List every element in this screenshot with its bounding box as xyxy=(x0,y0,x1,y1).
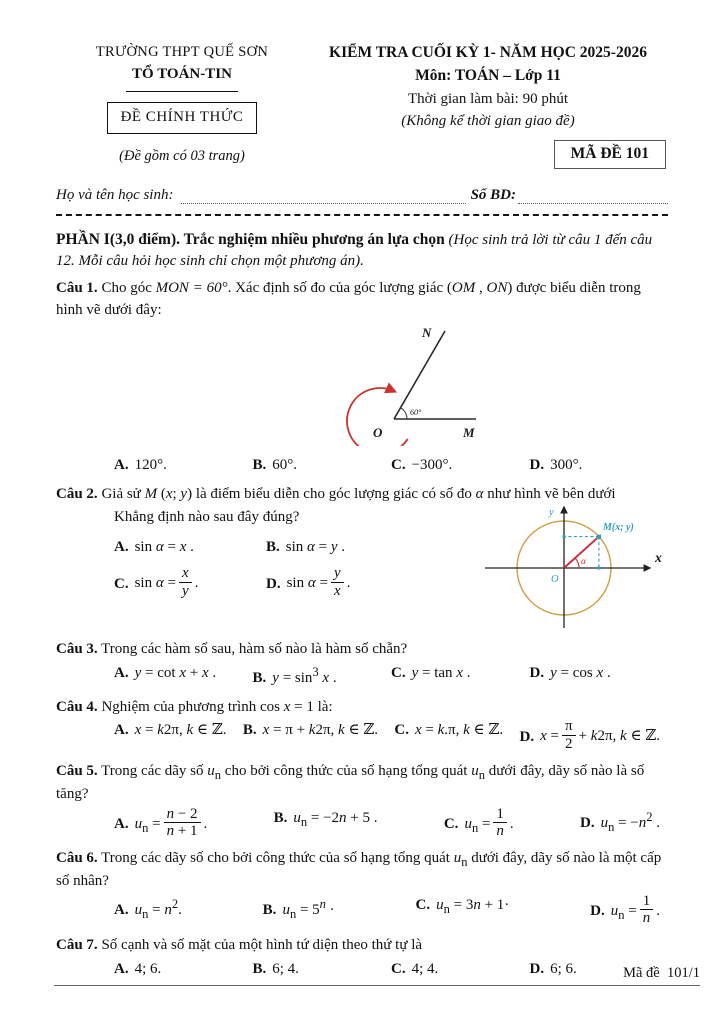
origin-label: O xyxy=(551,574,559,586)
q7-option-d-text: 6; 6. xyxy=(550,961,577,978)
q7-option-c-text: 4; 4. xyxy=(411,961,439,978)
q6-option-c-key: C. xyxy=(415,896,431,913)
q5-option-c-key: C. xyxy=(443,815,459,832)
q2-figure-wrap xyxy=(457,498,672,640)
q2-math1: M (x; y) xyxy=(144,486,193,503)
part1-heading xyxy=(56,229,668,274)
q6-option-d[interactable] xyxy=(590,892,660,928)
q5-option-a-num: n − 2 xyxy=(164,806,201,823)
question-4 xyxy=(56,697,668,754)
exam-subject: Môn: TOÁN – Lớp 11 xyxy=(415,67,561,85)
q5-option-a-pre: $u_n$ = xyxy=(134,815,161,835)
q5-option-d[interactable] xyxy=(580,808,660,841)
header-left xyxy=(56,42,308,169)
angle-rotation-figure xyxy=(284,324,479,446)
q3-option-d-key: D. xyxy=(529,664,545,681)
q6-option-c[interactable] xyxy=(416,895,510,928)
q2-option-c-pre: sin α = xyxy=(134,575,176,592)
question-6 xyxy=(56,848,668,928)
q4-option-b[interactable] xyxy=(243,720,378,753)
q4-options xyxy=(56,720,668,753)
q3-option-b[interactable] xyxy=(253,663,392,690)
q2-option-a-text: sin α = x . xyxy=(134,538,194,555)
department-name: TỔ TOÁN-TIN xyxy=(132,66,232,83)
q5-options xyxy=(56,805,668,841)
question-1-label: Câu 1. xyxy=(56,280,98,297)
q4-option-c-key: C. xyxy=(394,722,409,739)
q5-option-b-key: B. xyxy=(273,809,288,826)
point-M-marker xyxy=(597,535,601,539)
student-name-label: Họ và tên học sinh: xyxy=(56,186,174,203)
q2-t3: như hình vẽ bên dưới xyxy=(483,486,616,503)
angle-value-label: 60° xyxy=(410,407,422,417)
footer-page-code: Mã đề 101/1 xyxy=(54,963,700,986)
q6-option-b-key: B. xyxy=(262,901,277,918)
q5-option-b[interactable] xyxy=(274,808,378,841)
y-axis-label: y xyxy=(549,507,554,519)
q4-t1: Nghiệm của phương trình xyxy=(101,698,260,715)
q1-option-b[interactable] xyxy=(253,455,392,477)
q4-t2: là: xyxy=(313,698,333,715)
q5-option-b-text: $u_n = -2n + 5$ . xyxy=(293,809,378,829)
q6-option-d-pre: $u_n$ = xyxy=(610,903,637,923)
q2-math2: α xyxy=(475,486,484,503)
q4-option-a-text: x = k2π, k ∈ ℤ. xyxy=(134,722,227,739)
header xyxy=(56,42,668,169)
q1-option-b-key: B. xyxy=(252,457,267,474)
q2-option-a[interactable] xyxy=(114,537,266,559)
q4-option-c[interactable] xyxy=(394,720,503,753)
q5-option-a-fraction xyxy=(164,806,201,839)
q3-option-a[interactable] xyxy=(114,663,253,690)
q5-option-c-den: n xyxy=(496,822,504,839)
exam-code-box: MÃ ĐỀ 101 xyxy=(554,140,666,168)
q2-option-d-key: D. xyxy=(266,575,281,592)
q7-option-d-key: D. xyxy=(529,961,545,978)
student-name-field[interactable] xyxy=(181,191,465,204)
q6-option-d-post: . xyxy=(656,903,660,920)
q2-option-c-key: C. xyxy=(114,575,129,592)
q6-option-a-text: $u_n = n^2$. xyxy=(134,896,182,921)
q5-t1: Trong các dãy số xyxy=(101,762,208,779)
q5-option-c-fraction xyxy=(493,806,507,839)
question-6-label: Câu 6. xyxy=(56,850,98,867)
y-intercept-marker xyxy=(563,535,566,538)
q4-option-d-post: + k2π, k ∈ ℤ. xyxy=(578,728,660,745)
q1-figure-wrap xyxy=(284,324,668,454)
q1-option-d[interactable] xyxy=(530,455,669,477)
q2-option-c-post: . xyxy=(194,575,199,592)
exam-duration: Thời gian làm bài: 90 phút xyxy=(408,90,568,107)
q5-option-a-key: A. xyxy=(114,815,129,832)
q3-options xyxy=(56,663,668,690)
q1-math2: (OM , ON) xyxy=(446,280,513,297)
q2-option-b[interactable] xyxy=(266,537,456,559)
question-7-text xyxy=(56,935,668,957)
ray-ON xyxy=(394,331,445,419)
q1-option-a[interactable] xyxy=(114,455,253,477)
q6-option-d-fraction xyxy=(640,893,654,926)
q7-option-a-text: 4; 6. xyxy=(134,961,162,978)
q3-option-c-text: y = tan x . xyxy=(411,664,471,681)
unit-circle-figure xyxy=(457,498,672,632)
q5-option-d-text: $u_n = -n^2$ . xyxy=(600,809,660,834)
q5-option-a[interactable] xyxy=(114,805,208,841)
q2-option-c-fraction xyxy=(179,565,192,598)
q2-line2: Khẳng định nào sau đây đúng? xyxy=(114,508,300,525)
q3-option-d-text: y = cos x . xyxy=(550,664,611,681)
q6-option-d-num: 1 xyxy=(640,893,654,910)
q5-option-c-pre: $u_n$ = xyxy=(464,815,491,835)
point-M-label: M(x; y) xyxy=(603,522,634,534)
q1-option-c-text: −300°. xyxy=(411,457,453,474)
q1-t2: . Xác định số đo của góc lượng giác xyxy=(227,280,447,297)
q2-option-d-fraction xyxy=(331,565,344,598)
student-id-field[interactable] xyxy=(518,191,668,204)
q2-option-d-num: y xyxy=(331,565,344,582)
q5-option-a-post: . xyxy=(203,815,208,832)
q2-option-d-pre: sin α = xyxy=(286,575,328,592)
part1-heading-bold: PHẦN I(3,0 điểm). Trắc nghiệm nhiều phương án lựa chọn xyxy=(56,230,445,248)
q2-option-c[interactable] xyxy=(114,567,266,600)
q2-option-c-den: y xyxy=(181,582,189,599)
q5-option-c-num: 1 xyxy=(493,806,507,823)
q4-option-c-text: x = k.π, k ∈ ℤ. xyxy=(414,722,504,739)
q3-option-b-key: B. xyxy=(252,669,267,686)
q4-option-d-fraction xyxy=(562,718,576,751)
q7-option-b-text: 6; 4. xyxy=(272,961,299,978)
point-N-label: N xyxy=(422,324,432,340)
q1-t3: được biểu diễn trong hình vẽ dưới đây: xyxy=(56,280,641,318)
q3-option-b-text: $y = \sin^3 x$ . xyxy=(272,664,337,686)
q3-option-a-key: A. xyxy=(114,664,129,681)
q4-math1: cos x = 1 xyxy=(259,698,314,715)
question-4-label: Câu 4. xyxy=(56,698,98,715)
question-5 xyxy=(56,761,668,841)
question-4-text xyxy=(56,697,668,719)
q5-option-c[interactable] xyxy=(443,805,514,841)
q6-option-a[interactable] xyxy=(114,895,182,928)
q7-option-b-key: B. xyxy=(252,961,267,978)
q7-text: Số cạnh và số mặt của một hình tứ diện theo thứ tự là xyxy=(101,937,423,954)
q1-option-a-text: 120°. xyxy=(134,457,167,474)
exam-code-row xyxy=(308,140,668,168)
q3-option-c[interactable] xyxy=(391,663,530,690)
q6-option-d-den: n xyxy=(642,910,651,927)
q4-option-b-key: B. xyxy=(242,722,257,739)
q3-option-c-key: C. xyxy=(391,664,406,681)
alpha-label: α xyxy=(581,557,586,568)
question-3-label: Câu 3. xyxy=(56,641,98,658)
q1-option-b-text: 60°. xyxy=(272,457,298,474)
school-name: TRƯỜNG THPT QUẾ SƠN xyxy=(95,44,269,60)
q5-t2: cho bởi công thức của số hạng tổng quát xyxy=(221,762,472,779)
point-O-label: O xyxy=(373,424,383,440)
q2-option-b-text: sin α = y . xyxy=(285,538,346,555)
q1-option-a-key: A. xyxy=(114,457,129,474)
q4-option-d-den: 2 xyxy=(565,735,573,752)
x-intercept-marker xyxy=(597,567,600,570)
q3-option-d[interactable] xyxy=(530,663,669,690)
question-1-text xyxy=(56,278,668,322)
q5-math2: $u_n$ xyxy=(471,762,485,782)
q1-option-d-text: 300°. xyxy=(550,457,583,474)
q6-math1: $u_n$ xyxy=(453,850,468,870)
q7-option-c-key: C. xyxy=(391,961,406,978)
q2-option-d[interactable] xyxy=(266,567,456,600)
header-right xyxy=(308,42,668,169)
exam-duration-note: (Không kể thời gian giao đề) xyxy=(401,112,575,129)
q6-t2: dưới đây, dãy số nào là một cấp số nhân? xyxy=(56,850,662,890)
q3-option-a-text: y = cot x + x . xyxy=(134,664,217,681)
pages-note: (Đề gồm có 03 trang) xyxy=(119,147,245,164)
q6-option-d-key: D. xyxy=(590,903,605,920)
question-1 xyxy=(56,278,668,477)
q6-t1: Trong các dãy số cho bởi công thức của số hạng tổng quát xyxy=(101,850,454,867)
question-5-label: Câu 5. xyxy=(56,762,98,779)
q6-option-b-text: $u_n = 5^n$ · xyxy=(282,896,335,921)
question-3-text xyxy=(56,639,668,661)
question-2-label: Câu 2. xyxy=(56,486,98,503)
q6-option-c-text: $u_n = 3n + 1\cdot$ xyxy=(436,896,510,916)
q2-option-d-post: . xyxy=(346,575,351,592)
q5-option-c-post: . xyxy=(509,815,514,832)
q2-option-d-den: x xyxy=(333,582,341,599)
question-3 xyxy=(56,639,668,690)
question-5-text xyxy=(56,761,668,806)
q4-option-a-key: A. xyxy=(114,722,129,739)
q7-option-a-key: A. xyxy=(114,961,129,978)
dashed-separator xyxy=(56,214,668,216)
q1-math1: MON = 60° xyxy=(155,280,228,297)
part1-heading-italic: (Học sinh trả lời từ câu 1 đến câu 12. Mỗi câu hỏi học sinh chỉ chọn một phương án). xyxy=(56,231,653,270)
question-7-label: Câu 7. xyxy=(56,937,98,954)
q5-t3: dưới đây, dãy số nào là số tăng? xyxy=(56,762,645,802)
q4-option-d[interactable] xyxy=(519,720,660,753)
department-underline xyxy=(126,91,238,92)
q6-option-a-key: A. xyxy=(114,901,129,918)
q5-option-d-key: D. xyxy=(579,814,595,831)
q2-t2: là điểm biểu diễn cho góc lượng giác có số đo xyxy=(192,486,476,503)
q4-option-b-text: x = π + k2π, k ∈ ℤ. xyxy=(262,722,379,739)
angle-arc xyxy=(401,407,407,418)
question-6-text xyxy=(56,848,668,893)
q2-option-c-num: x xyxy=(179,565,192,582)
exam-title: KIỂM TRA CUỐI KỲ 1- NĂM HỌC 2025-2026 xyxy=(329,44,647,61)
q5-math1: $u_n$ xyxy=(207,762,222,782)
q4-option-d-pre: x = xyxy=(540,728,559,745)
q4-option-a[interactable] xyxy=(114,720,226,753)
alpha-arc xyxy=(575,558,579,568)
q2-option-b-key: B. xyxy=(266,538,280,555)
official-exam-box: ĐỀ CHÍNH THỨC xyxy=(107,102,258,134)
q3-text: Trong các hàm số sau, hàm số nào là hàm số chẵn? xyxy=(101,641,408,658)
q6-option-b[interactable] xyxy=(263,895,335,928)
q2-t1: Giả sử xyxy=(101,486,145,503)
q6-options xyxy=(56,892,668,928)
q1-option-d-key: D. xyxy=(529,457,545,474)
x-axis-label: x xyxy=(655,550,662,566)
q1-t1: Cho góc xyxy=(101,280,156,297)
question-2 xyxy=(56,484,668,634)
q2-option-a-key: A. xyxy=(114,538,129,555)
q5-option-a-den: n + 1 xyxy=(166,822,198,839)
q4-option-d-num: π xyxy=(562,718,576,735)
q1-option-c[interactable] xyxy=(391,455,530,477)
q1-options xyxy=(56,455,668,477)
point-M-label: M xyxy=(463,424,475,440)
q1-option-c-key: C. xyxy=(391,457,406,474)
q4-option-d-key: D. xyxy=(519,728,535,745)
student-info-line xyxy=(56,185,668,207)
student-id-label: Số BD: xyxy=(470,186,516,203)
